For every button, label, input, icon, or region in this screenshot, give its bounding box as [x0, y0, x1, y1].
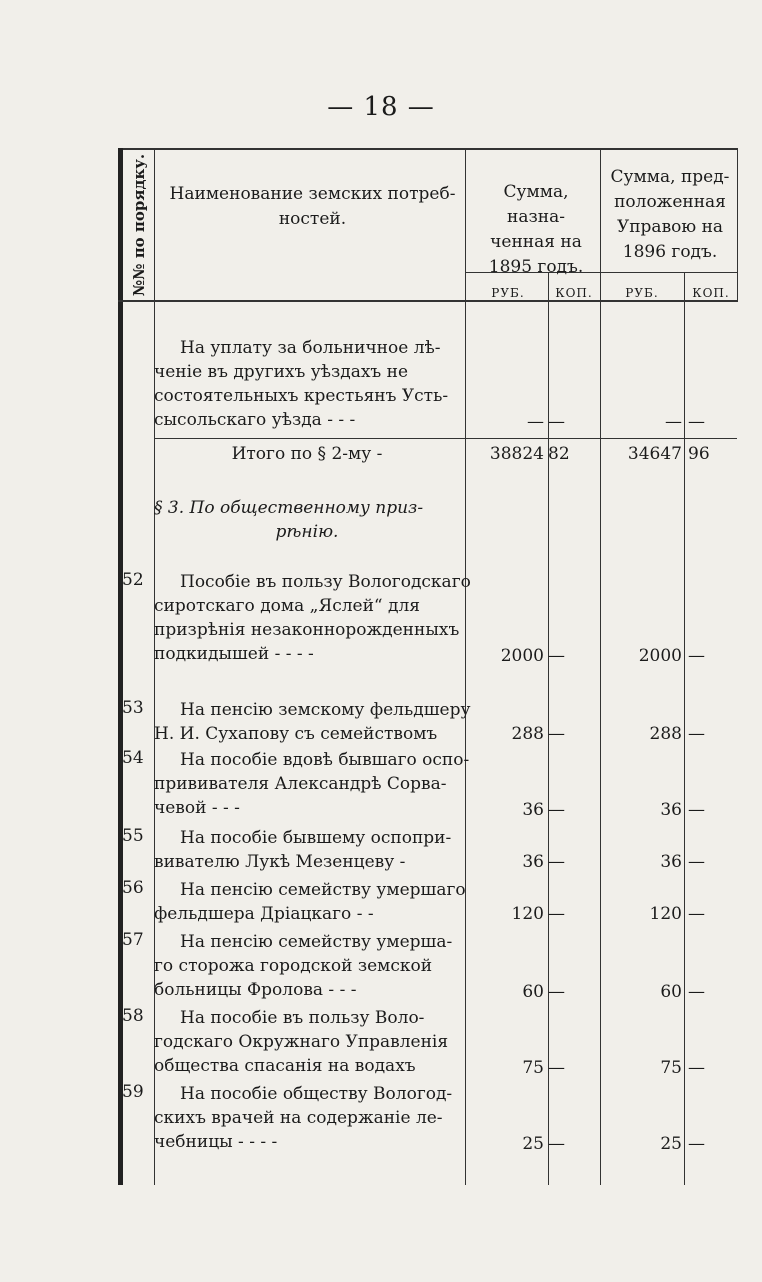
- kop-1895: —: [548, 1058, 565, 1078]
- kop-1896: —: [688, 646, 705, 666]
- kop-1896: —: [688, 724, 705, 744]
- kop-1895: —: [548, 800, 565, 820]
- row-number: 59: [122, 1082, 144, 1102]
- rub-1895: —: [527, 412, 544, 432]
- rub-1895: 60: [522, 982, 544, 1002]
- rub-1896: 120: [649, 904, 682, 924]
- kop-1896: —: [688, 852, 705, 872]
- row-number: 55: [122, 826, 144, 846]
- rub-1896: —: [665, 412, 682, 432]
- row-number: 54: [122, 748, 144, 768]
- page-number: — 18 —: [327, 92, 435, 122]
- rub-1895: 2000: [500, 646, 544, 666]
- column-divider: [465, 148, 466, 1185]
- row-description: На пенсію семейству умерша- го сторожа городской земской больницы Фролова - - -: [154, 932, 453, 1000]
- row-number: 58: [122, 1006, 144, 1026]
- kop-1896: —: [688, 412, 705, 432]
- rub-1896: 36: [660, 852, 682, 872]
- kop-1896: —: [688, 904, 705, 924]
- unit-kop-1896: КОП.: [692, 286, 730, 300]
- column-divider: [600, 148, 601, 1185]
- kop-1895: —: [548, 724, 565, 744]
- total-label: Итого по § 2-му -: [231, 444, 383, 464]
- table-left-rule: [118, 148, 123, 1185]
- header-bottom-rule: [118, 300, 738, 302]
- header-sum-1895-column: Сумма, назна- ченная на 1895 годъ.: [488, 182, 584, 277]
- total-rub-1895: 38824: [489, 444, 544, 464]
- row-description: На пособіе бывшему оспопри- вивателю Лукѣ Мезенцеву -: [154, 828, 452, 872]
- row-description: На пособіе въ пользу Воло- годскаго Окружнаго Управленія общества спасанія на водахъ: [154, 1008, 449, 1076]
- total-rub-1896: 34647: [627, 444, 682, 464]
- rub-1896: 288: [649, 724, 682, 744]
- header-sum-1896-column: Сумма, пред- положенная Управою на 1896 годъ.: [610, 167, 730, 262]
- rub-1895: 25: [522, 1134, 544, 1154]
- row-number: 52: [122, 570, 144, 590]
- row-description: На пособіе вдовѣ бывшаго оспо- прививателя Александрѣ Сорва- чевой - - -: [154, 750, 470, 818]
- header-order-column: №№ по порядку.: [130, 153, 148, 297]
- rub-1896: 75: [660, 1058, 682, 1078]
- column-divider: [154, 148, 155, 300]
- unit-rub-1896: РУБ.: [625, 286, 659, 300]
- kop-1896: —: [688, 1134, 705, 1154]
- row-description: На уплату за больничное лѣ- ченіе въ другихъ уѣздахъ не состоятельныхъ крестьянъ Усть- сысольскаго уѣзда - - -: [154, 338, 449, 430]
- row-description: На пособіе обществу Вологод- скихъ врачей на содержаніе ле- чебницы - - - -: [154, 1084, 453, 1152]
- row-number: 53: [122, 698, 144, 718]
- table-top-rule: [118, 148, 738, 150]
- kop-1895: —: [548, 412, 565, 432]
- header-name-column: Наименование земских потреб- ностей.: [169, 184, 456, 229]
- unit-kop-1895: КОП.: [555, 286, 593, 300]
- kop-1896: —: [688, 982, 705, 1002]
- row-number: 57: [122, 930, 144, 950]
- row-description: Пособіе въ пользу Вологодскаго сиротскаго дома „Яслей“ для призрѣнія незаконнорожденныхъ подкидышей - - - -: [154, 572, 471, 664]
- total-kop-1895: 82: [548, 444, 570, 464]
- column-divider: [737, 148, 738, 300]
- kop-1895: —: [548, 904, 565, 924]
- row-description: На пенсію семейству умершаго фельдшера Дріацкаго - -: [154, 880, 466, 924]
- rub-1895: 36: [522, 800, 544, 820]
- total-rule: [154, 438, 737, 439]
- kop-1895: —: [548, 982, 565, 1002]
- unit-rub-1895: РУБ.: [491, 286, 525, 300]
- row-number: 56: [122, 878, 144, 898]
- kop-1896: —: [688, 800, 705, 820]
- rub-1895: 75: [522, 1058, 544, 1078]
- section-title: § 3. По общественному приз- рѣнію.: [154, 498, 424, 542]
- rub-1896: 60: [660, 982, 682, 1002]
- rub-1895: 36: [522, 852, 544, 872]
- rub-1896: 36: [660, 800, 682, 820]
- column-divider: [684, 272, 685, 1185]
- row-description: На пенсію земскому фельдшеру Н. И. Сухапову съ семействомъ: [154, 700, 471, 744]
- rub-1896: 2000: [638, 646, 682, 666]
- kop-1895: —: [548, 646, 565, 666]
- kop-1895: —: [548, 1134, 565, 1154]
- rub-1895: 120: [511, 904, 544, 924]
- rub-1896: 25: [660, 1134, 682, 1154]
- kop-1895: —: [548, 852, 565, 872]
- kop-1896: —: [688, 1058, 705, 1078]
- rub-1895: 288: [511, 724, 544, 744]
- total-kop-1896: 96: [688, 444, 710, 464]
